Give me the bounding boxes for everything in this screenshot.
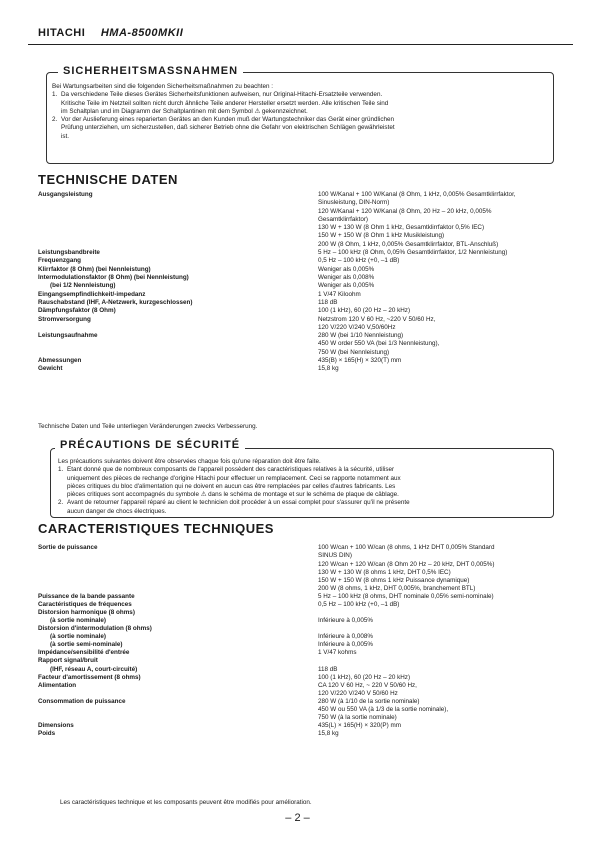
spec-value [318, 544, 558, 594]
spec-row [38, 682, 558, 698]
tech-footnote-fr: Les caractéristiques technique et les composants peuvent être modifiés pour amélioration. [60, 799, 312, 806]
safety-title-fr: PRÉCAUTIONS DE SÉCURITÉ [55, 439, 245, 451]
spec-label: Dämpfungsfaktor (8 Ohm) [38, 307, 116, 315]
safety-item-line [52, 91, 548, 99]
spec-row [38, 625, 558, 633]
spec-row [38, 730, 558, 738]
spec-value [318, 191, 558, 249]
spec-value-line: Gesamtklirrfaktor) [318, 215, 369, 223]
tech-title-de: TECHNISCHE DATEN [38, 172, 178, 187]
safety-item-text: Da verschiedene Teile dieses Gerätes Sicherheitsfunktionen aufweisen, nur Original-Hitachi-Ersatzteile verwenden. [61, 91, 383, 99]
spec-value [318, 332, 558, 357]
spec-row [38, 282, 558, 290]
safety-item-line [52, 116, 548, 124]
safety-text-fr [58, 458, 548, 516]
spec-value-line: CA 120 V 60 Hz, ~ 220 V 50/60 Hz, [318, 681, 417, 689]
spec-label: Poids [38, 730, 56, 738]
safety-item-line [58, 499, 548, 507]
spec-value-line: 280 W (à 1/10 de la sortie nominale) [318, 697, 420, 705]
spec-value-line: 1 V/47 Kiloohm [318, 290, 361, 298]
spec-row [38, 609, 558, 617]
spec-row [38, 191, 558, 249]
spec-label: Puissance de la bande passante [38, 592, 135, 600]
spec-value [318, 682, 558, 699]
spec-value [318, 593, 558, 601]
spec-value-line: 5 Hz – 100 kHz (8 Ohm, 0,05% Gesamtklirrfaktor, 1/2 Nennleistung) [318, 249, 508, 257]
safety-item-number: 2. [52, 116, 58, 124]
spec-value-line: 130 W + 130 W (8 Ohm 1 kHz, Gesamtklirrfaktor 0,5% IEC) [318, 224, 485, 232]
spec-value-line: 750 W (bei Nennleistung) [318, 348, 390, 356]
spec-value-line: 5 Hz – 100 kHz (8 ohms, DHT nominale 0,05% semi-nominale) [318, 592, 494, 600]
safety-item-text: Kritische Teile im Netzteil sollten nicht durch ähnliche Teile anderer Hersteller ersetzt werden. Alle kritischen Teile sind [61, 99, 389, 107]
spec-row [38, 641, 558, 649]
spec-label: Klirrfaktor (8 Ohm) (bei Nennleistung) [38, 265, 151, 273]
safety-item-line [52, 124, 548, 132]
safety-item-text: Vor der Auslieferung eines reparierten Gerätes an den Kunden muß der Wartungstechniker das Gerät einer gründlichen [61, 116, 394, 124]
spec-value-line: 435(B) × 165(H) × 320(T) mm [318, 357, 402, 364]
spec-row [38, 307, 558, 315]
spec-label: (bei 1/2 Nennleistung) [50, 282, 116, 290]
spec-value-line: 280 W (bei 1/10 Nennleistung) [318, 332, 404, 340]
tech-title-fr: CARACTERISTIQUES TECHNIQUES [38, 521, 274, 536]
safety-item-line [58, 483, 548, 491]
spec-row [38, 249, 558, 257]
spec-row [38, 299, 558, 307]
safety-item-text: Prüfung unterziehen, um sicherzustellen, daß sicherer Betrieb ohne die Gefahr von elektrischen Schlägen gewährleistet [61, 124, 395, 132]
spec-value-line: 150 W + 150 W (8 ohms 1 kHz Puissance dynamique) [318, 577, 470, 585]
safety-item-line [58, 491, 548, 499]
spec-label: Distorsion harmonique (8 ohms) [38, 608, 135, 616]
spec-value [318, 299, 558, 307]
safety-item-text: pièces critiques sont accompagnés du symbole ⚠ dans le schéma de montage et sur le schéma de plaque de câblage. [67, 491, 399, 499]
safety-item-line [58, 475, 548, 483]
spec-value-line: 100 W/Kanal + 100 W/Kanal (8 Ohm, 1 kHz, 0,005% Gesamtklirrfaktor, [318, 191, 516, 198]
spec-value-line: 150 W + 150 W (8 Ohm 1 kHz Musikleistung) [318, 232, 445, 240]
spec-row [38, 674, 558, 682]
spec-label: (à sortie nominale) [50, 616, 106, 624]
spec-label: (à sortie nominale) [50, 633, 106, 641]
brand-name: HITACHI [38, 27, 86, 39]
spec-label: Stromversorgung [38, 315, 91, 323]
spec-value-line: Sinusleistung, DIN-Norm) [318, 199, 390, 207]
spec-value [318, 730, 558, 738]
safety-item-number: 1. [52, 91, 58, 99]
safety-item-text: Avant de retourner l'appareil réparé au client le technicien doit procéder à un essai complet pour s'assurer qu'il ne présente [67, 499, 410, 507]
spec-row [38, 357, 558, 365]
spec-value-line: Weniger als 0,008% [318, 274, 375, 281]
safety-item-line [52, 133, 548, 141]
spec-value-line: 200 W (8 Ohm, 1 kHz, 0,005% Gesamtklirrfaktor, BTL-Anschluß) [318, 240, 499, 248]
spec-value-line: 15,8 kg [318, 730, 339, 738]
page-number: – 2 – [285, 812, 310, 824]
spec-label: Gewicht [38, 365, 63, 373]
safety-item-number: 1. [58, 466, 64, 474]
spec-value [318, 617, 558, 625]
spec-value-line: 15,8 kg [318, 365, 339, 373]
safety-item-text: Etant donné que de nombreux composants de l'appareil possèdent des caractéristiques relatives à la sécurité, utiliser [67, 466, 395, 474]
safety-item-text: ist. [61, 132, 70, 140]
spec-row [38, 649, 558, 657]
spec-label: Leistungsaufnahme [38, 332, 98, 340]
spec-value-line: 1 V/47 kohms [318, 649, 357, 657]
spec-value [318, 266, 558, 274]
safety-item-text: pièces critiques du bloc d'alimentation qui ne doivent en aucun cas être remplacées par celles d'autres fabricants. Les [67, 482, 396, 490]
spec-label: Impédance/sensibilité d'entrée [38, 649, 130, 657]
spec-row [38, 617, 558, 625]
spec-value [318, 649, 558, 657]
spec-row [38, 266, 558, 274]
spec-row [38, 316, 558, 333]
spec-row [38, 291, 558, 299]
safety-title-de: SICHERHEITSMASSNAHMEN [58, 65, 243, 77]
spec-label: Rauschabstand (IHF, A-Netzwerk, kurzgeschlossen) [38, 298, 193, 306]
spec-value [318, 722, 558, 730]
spec-row [38, 544, 558, 593]
safety-item-text: aucun danger de chocs électriques. [67, 507, 167, 515]
spec-value-line: 750 W (à la sortie nominale) [318, 714, 397, 722]
spec-value-line: 100 (1 kHz), 60 (20 Hz – 20 kHz) [318, 673, 411, 681]
spec-value-line: Netzstrom 120 V 60 Hz, ~220 V 50/60 Hz, [318, 315, 436, 323]
page-header [38, 27, 183, 39]
spec-value [318, 307, 558, 315]
spec-value-line: 200 W (8 ohms, 1 kHz, DHT 0,005%, branchement BTL) [318, 585, 476, 593]
safety-item-line [52, 108, 548, 116]
spec-row [38, 633, 558, 641]
spec-row [38, 601, 558, 609]
spec-value-line: Inférieure à 0,005% [318, 641, 373, 649]
spec-label: Frequenzgang [38, 257, 82, 265]
spec-value-line: Inférieure à 0,005% [318, 616, 373, 624]
spec-label: (à sortie semi-nominale) [50, 641, 123, 649]
spec-value-line: 120 V/220 V/240 V,50/60Hz [318, 323, 396, 331]
spec-value-line: 0,5 Hz – 100 kHz (+0, –1 dB) [318, 257, 400, 265]
spec-value [318, 316, 558, 333]
spec-value [318, 601, 558, 609]
safety-text-de [52, 83, 548, 141]
spec-value-line: 100 W/can + 100 W/can (8 ohms, 1 kHz DHT 0,005% Standard [318, 544, 495, 551]
spec-value-line: 120 V/220 V/240 V 50/60 Hz [318, 689, 398, 697]
spec-value-line: 450 W ou 550 VA (à 1/3 de la sortie nominale), [318, 706, 449, 714]
safety-item-number: 2. [58, 499, 64, 507]
spec-label: Abmessungen [38, 357, 82, 364]
safety-item-text: im Schaltplan und im Diagramm der Schaltplantinen mit dem Symbol ⚠ gekennzeichnet. [61, 107, 308, 115]
spec-label: (IHF, réseau A, court-circuité) [50, 665, 138, 673]
spec-value-line: 130 W + 130 W (8 ohms 1 kHz, DHT 0,5% IEC) [318, 568, 451, 576]
model-name: HMA-8500MKII [100, 27, 184, 39]
spec-value [318, 674, 558, 682]
spec-value-line: 450 W order 550 VA (bei 1/3 Nennleistung), [318, 340, 440, 348]
spec-row [38, 666, 558, 674]
spec-value [318, 274, 558, 282]
spec-row [38, 257, 558, 265]
spec-value-line: 120 W/can + 120 W/can (8 Ohm 20 Hz – 20 kHz, DHT 0,005%) [318, 560, 495, 568]
spec-label: Sortie de puissance [38, 544, 98, 551]
spec-label: Consommation de puissance [38, 697, 126, 705]
spec-value-line: Weniger als 0,005% [318, 265, 375, 273]
spec-value-line: 0,5 Hz – 100 kHz (+0, –1 dB) [318, 600, 400, 608]
spec-value [318, 666, 558, 674]
spec-value [318, 291, 558, 299]
header-rule [28, 44, 573, 45]
spec-row [38, 332, 558, 357]
spec-value [318, 249, 558, 257]
spec-label: Intermodulationsfaktor (8 Ohm) (bei Nennleistung) [38, 274, 189, 281]
spec-label: Alimentation [38, 681, 77, 689]
spec-label: Caractéristiques de fréquences [38, 600, 132, 608]
spec-value-line: 120 W/Kanal + 120 W/Kanal (8 Ohm, 20 Hz – 20 kHz, 0,005% [318, 207, 492, 215]
spec-label: Dimensions [38, 722, 74, 730]
spec-value-line: 435(L) × 165(H) × 320(P) mm [318, 722, 401, 730]
spec-value [318, 282, 558, 290]
safety-item-line [58, 466, 548, 474]
spec-value [318, 357, 558, 365]
spec-label: Leistungsbandbreite [38, 249, 100, 257]
spec-label: Facteur d'amortissement (8 ohms) [38, 673, 141, 681]
spec-value [318, 257, 558, 265]
spec-value-line: Weniger als 0,005% [318, 282, 375, 290]
spec-row [38, 657, 558, 665]
spec-value-line: 118 dB [318, 298, 338, 306]
spec-value [318, 698, 558, 723]
spec-value-line: 118 dB [318, 665, 338, 673]
spec-label: Ausgangsleistung [38, 191, 93, 198]
safety-item-text: uniquement des pièces de rechange d'origine Hitachi pour effectuer un remplacement. Ceci se rapporte notamment aux [67, 474, 401, 482]
tech-footnote-de: Technische Daten und Teile unterliegen Veränderungen zwecks Verbesserung. [38, 423, 258, 430]
spec-label: Rapport signal/bruit [38, 657, 98, 665]
safety-item-line [58, 508, 548, 516]
spec-row [38, 698, 558, 722]
spec-value-line: 100 (1 kHz), 60 (20 Hz – 20 kHz) [318, 307, 411, 315]
spec-row [38, 365, 558, 373]
spec-row [38, 722, 558, 730]
spec-row [38, 593, 558, 601]
spec-value [318, 633, 558, 641]
spec-value [318, 365, 558, 373]
spec-label: Distorsion d'intermodulation (8 ohms) [38, 625, 152, 632]
spec-label: Eingangsempfindlichkeit/-impedanz [38, 290, 146, 298]
safety-intro: Bei Wartungsarbeiten sind die folgenden Sicherheitsmaßnahmen zu beachten : [52, 83, 273, 90]
spec-value-line: SINUS DIN) [318, 552, 352, 560]
safety-item-line [52, 100, 548, 108]
safety-intro: Les précautions suivantes doivent être observées chaque fois qu'une réparation doit être faite. [58, 458, 321, 465]
spec-row [38, 274, 558, 282]
spec-value [318, 641, 558, 649]
spec-value-line: Inférieure à 0,008% [318, 633, 373, 641]
